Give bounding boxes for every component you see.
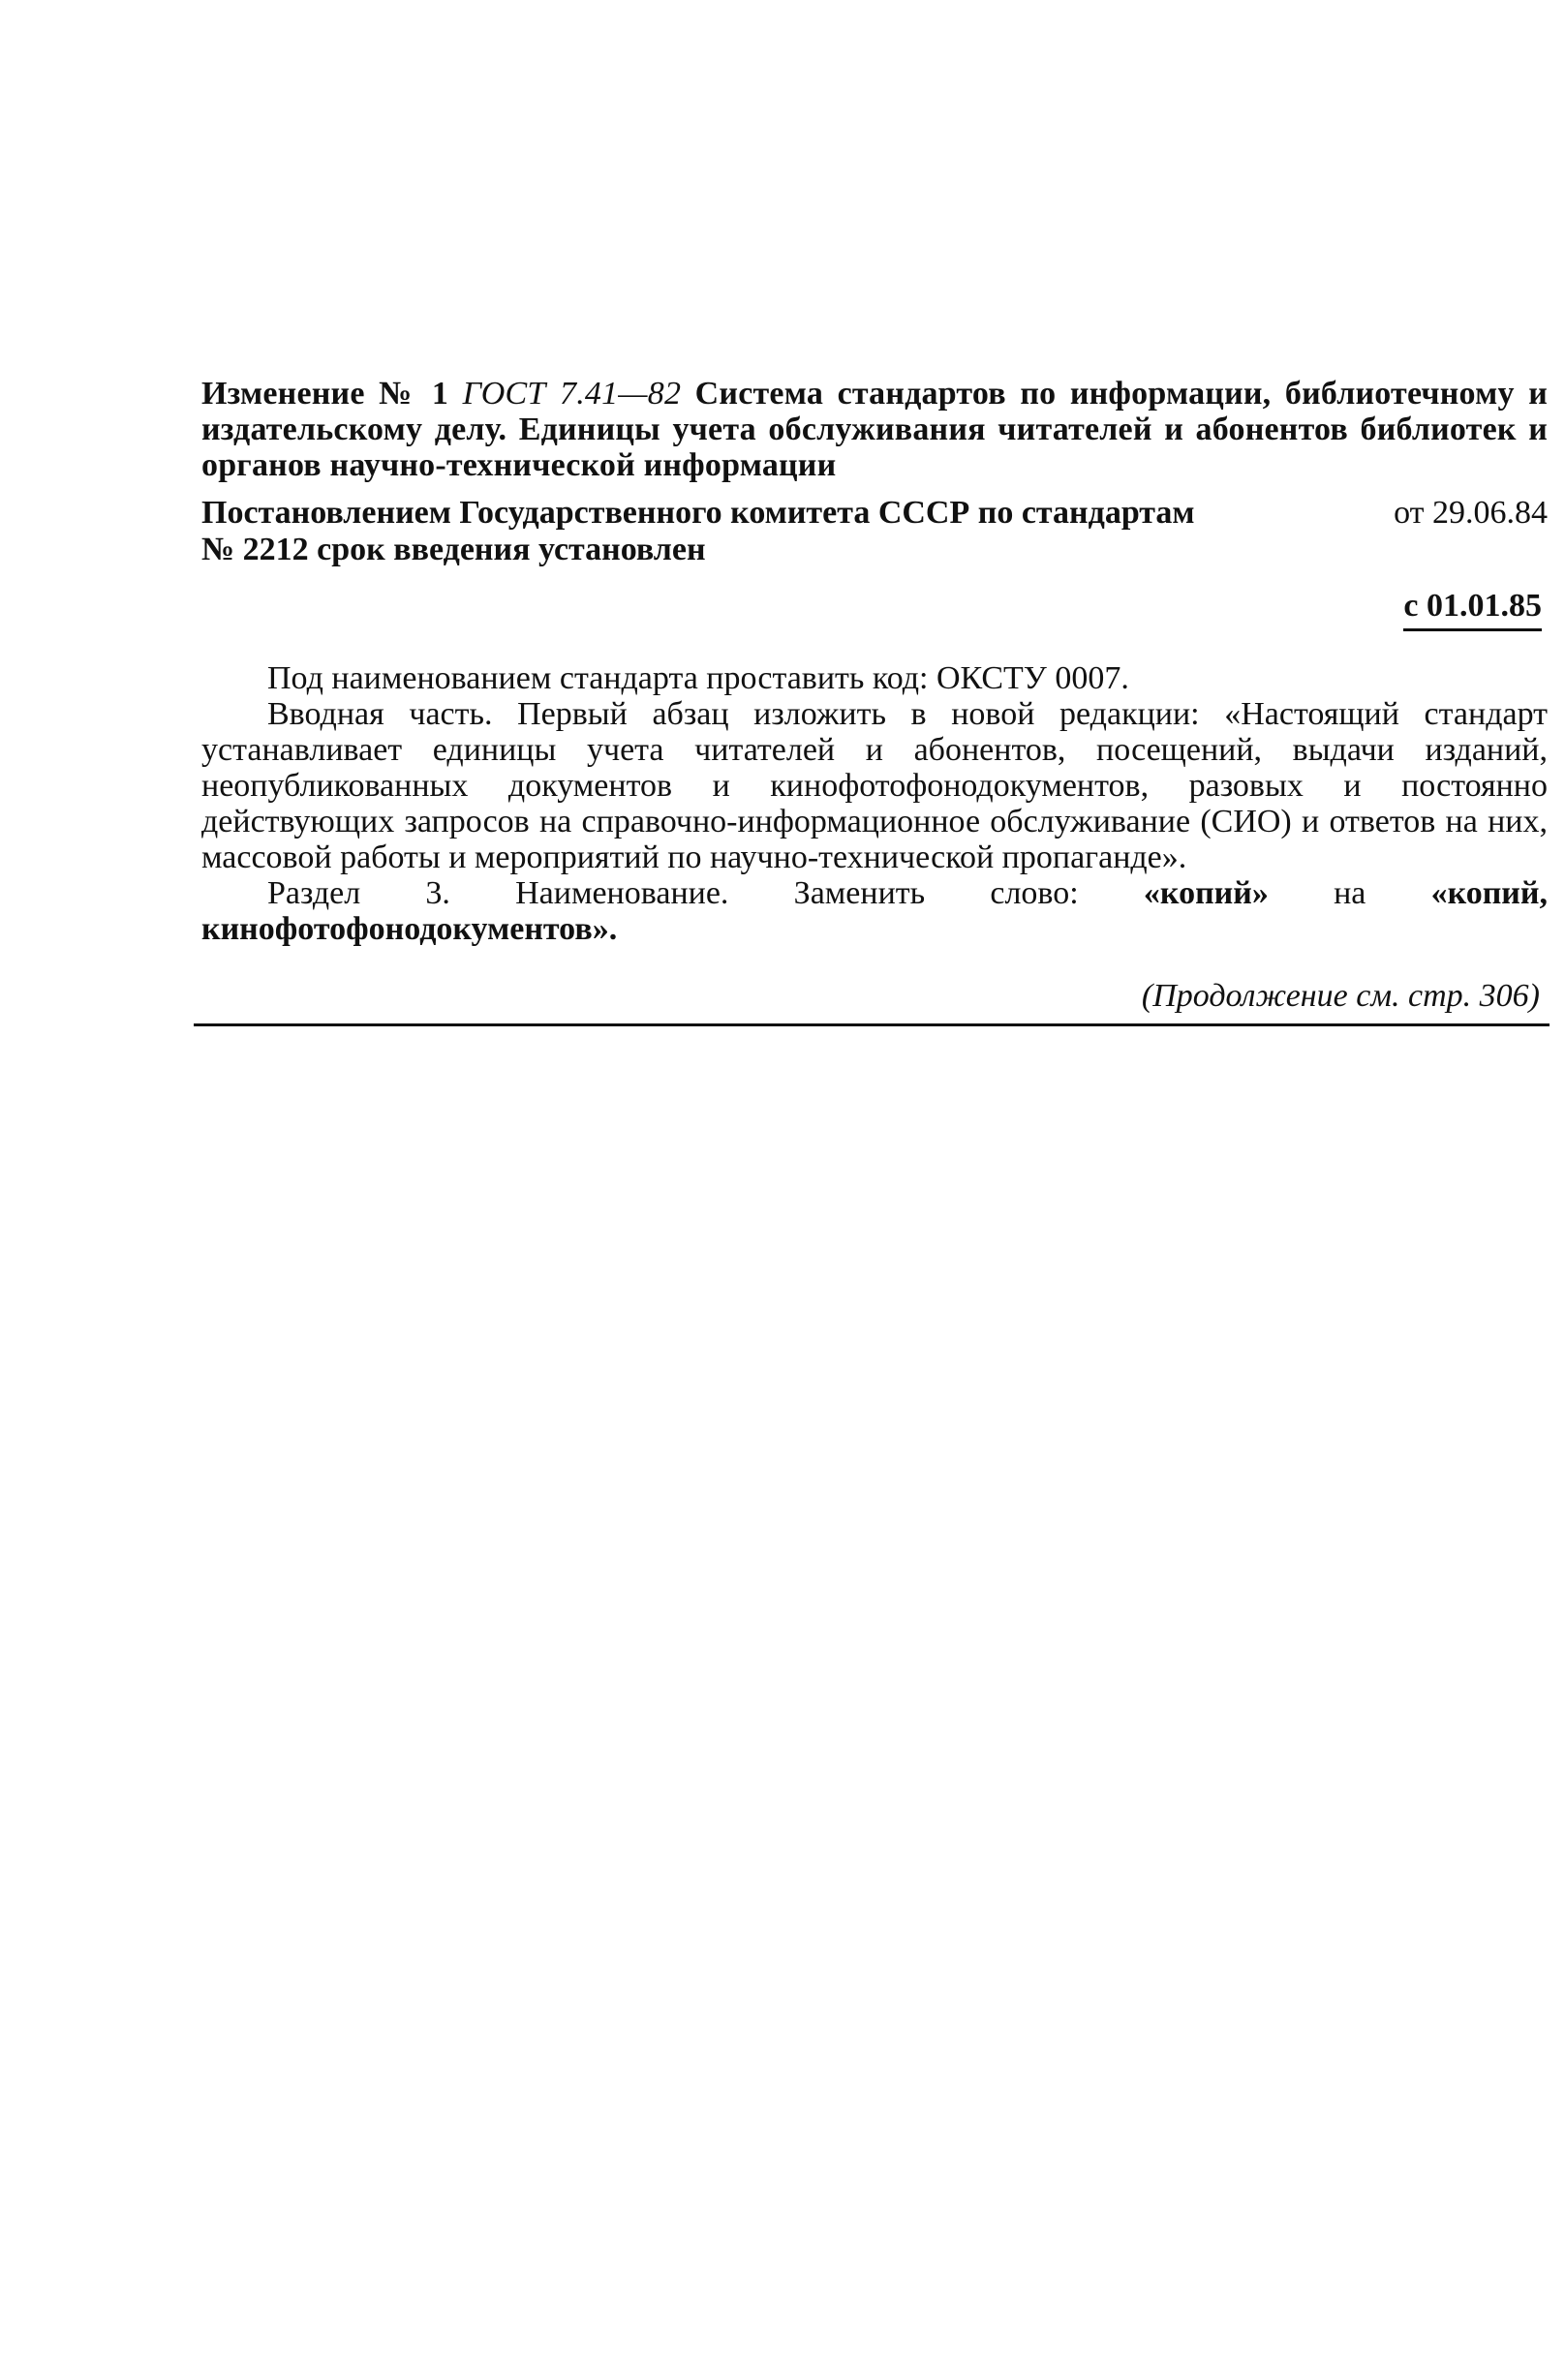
paragraph-code: Под наименованием стандарта проставить код: ОКСТУ 0007. — [267, 660, 1129, 696]
document-page — [201, 376, 1548, 1015]
section3-mid: на — [1268, 875, 1431, 911]
decree-block — [201, 495, 1548, 568]
paragraph-section3 — [201, 875, 1548, 947]
decree-authority: Постановлением Государственного комитета СССР по стандартам — [201, 495, 1195, 531]
paragraph-intro: Вводная часть. Первый абзац изложить в новой редакции: «Настоящий стандарт устанавливает единицы учета читателей и абонентов, посещений, выдачи изданий, неопубликованных документов и кинофотофонодокументов, разовых и постоянно действующих запросов на справочно-информационное обслуживание (СИО) и ответов на них, массовой работы и мероприятий по научно-технической пропаганде». — [201, 696, 1548, 875]
decree-number: № 2212 срок введения установлен — [201, 532, 706, 567]
gost-number: ГОСТ 7.41—82 — [462, 376, 682, 412]
continuation-note: (Продолжение см. стр. 306) — [1141, 978, 1540, 1014]
amendment-body — [201, 660, 1548, 947]
bottom-rule — [194, 1023, 1550, 1026]
section3-new-word: «копий, кинофотофонодокументов». — [201, 875, 1548, 947]
section3-old-word: «копий» — [1143, 875, 1269, 911]
amendment-prefix: Изменение № 1 — [201, 376, 463, 412]
effective-date-text: с 01.01.85 — [1403, 588, 1542, 631]
amendment-header — [201, 376, 1548, 483]
section3-start: Раздел 3. Наименование. Заменить слово: — [267, 875, 1144, 911]
effective-date — [201, 588, 1548, 631]
standard-title: Система стандартов по информации, библиотечному и издательскому делу. Единицы учета обслуживания читателей и абонентов библиотек и органов научно-технической информации — [201, 376, 1548, 483]
decree-date: от 29.06.84 — [1394, 495, 1548, 531]
